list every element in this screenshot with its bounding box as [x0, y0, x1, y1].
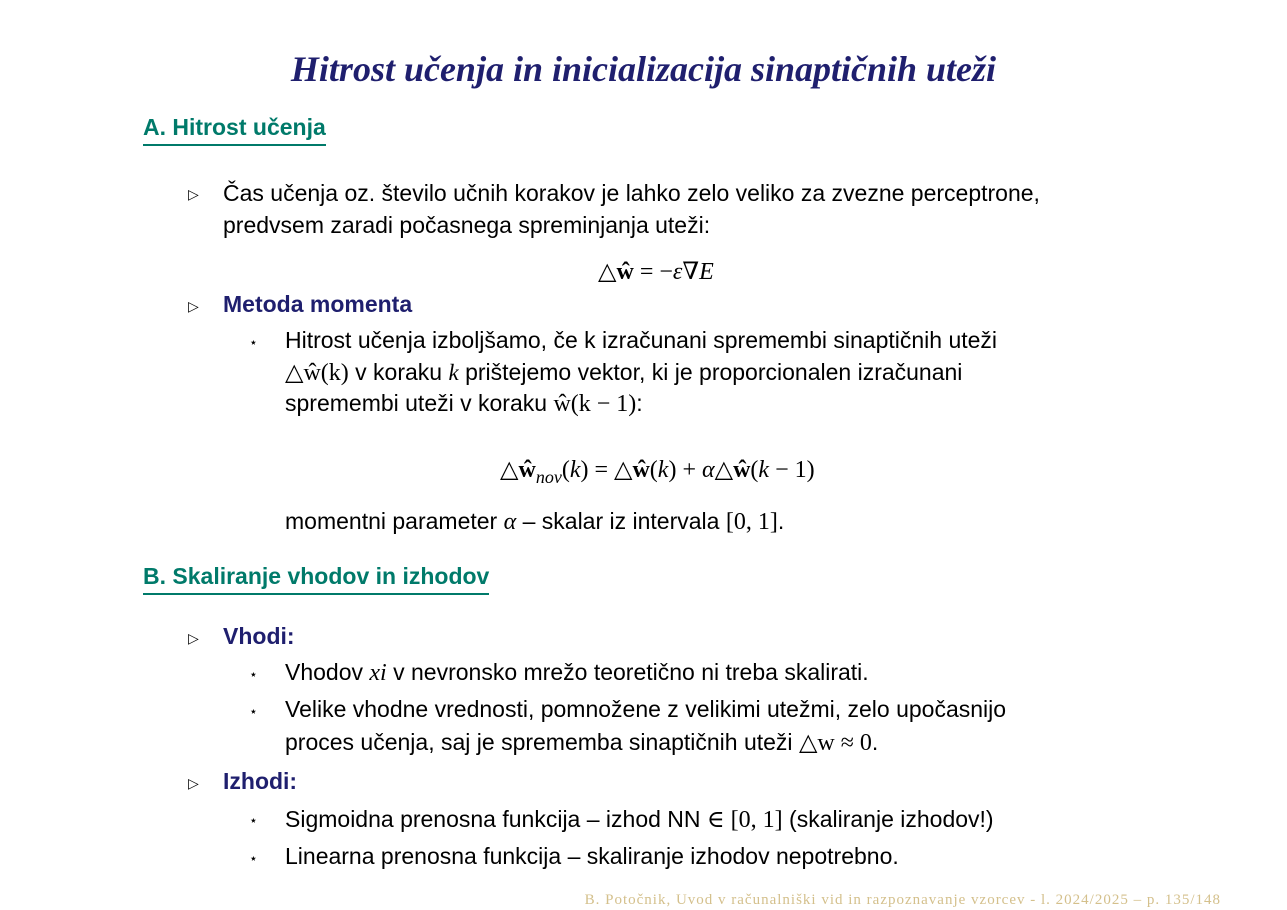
item-izhodi: Izhodi: [223, 768, 298, 794]
sub-velike-line2: proces učenja, saj je sprememba sinaptičnih uteži △w ≈ 0. [285, 729, 879, 756]
bullet-star-icon: ⋆ [249, 334, 258, 350]
bullet-triangle-icon: ▷ [188, 186, 199, 202]
sub-velike-line1: Velike vhodne vrednosti, pomnožene z velikimi utežmi, zelo upočasnijo [285, 696, 1007, 722]
sub-hitrost-line3: spremembi uteži v koraku ŵ(k − 1): [285, 390, 643, 417]
bullet-triangle-icon: ▷ [188, 775, 199, 791]
section-heading-a: A. Hitrost učenja [143, 114, 326, 146]
math-delta-w-approx-0: △w ≈ 0 [798, 730, 872, 756]
sub-vhodov-xi: Vhodov xi v nevronsko mrežo teoretično ni treba skalirati. [285, 659, 869, 686]
section-heading-b: B. Skaliranje vhodov in izhodov [143, 563, 489, 595]
sub-hitrost-line2: △ŵ(k) v koraku k prištejemo vektor, ki je proporcionalen izračunani [285, 359, 963, 386]
equation-momentum: $\triangle ŵ_{nov}(k)$ = △ŵ(k) + α△ŵ(k − 1) [500, 457, 815, 487]
bullet-triangle-icon: ▷ [188, 298, 199, 314]
bullet-star-icon: ⋆ [249, 850, 258, 866]
footer-citation: B. Potočnik, Uvod v računalniški vid in razpoznavanje vzorcev - l. 2024/2025 – p. 135/148 [584, 892, 1221, 908]
item-metoda-momenta: Metoda momenta [223, 291, 413, 317]
item-cas-ucenja-line2: predvsem zaradi počasnega spreminjanja uteži: [223, 212, 711, 238]
page-title: Hitrost učenja in inicializacija sinaptičnih uteži [290, 49, 997, 89]
bullet-star-icon: ⋆ [249, 666, 258, 682]
math-w-k-minus-1: ŵ(k − 1) [553, 391, 637, 417]
equation-delta-w: △ŵ = −ε∇E [598, 259, 714, 285]
math-delta-w-k: △ŵ(k) [285, 360, 349, 386]
bullet-triangle-icon: ▷ [188, 630, 199, 646]
bullet-star-icon: ⋆ [249, 703, 258, 719]
bullet-star-icon: ⋆ [249, 812, 258, 828]
sub-sigmoidna: Sigmoidna prenosna funkcija – izhod NN ∈ [0, 1] (skaliranje izhodov!) [285, 806, 994, 833]
item-cas-ucenja-line1: Čas učenja oz. število učnih korakov je lahko zelo veliko za zvezne perceptrone, [223, 180, 1040, 206]
item-vhodi: Vhodi: [223, 623, 295, 649]
momentum-parameter-text: momentni parameter α – skalar iz intervala [0, 1]. [285, 508, 785, 535]
sub-hitrost-line1: Hitrost učenja izboljšamo, če k izračunani spremembi sinaptičnih uteži [285, 327, 998, 353]
sub-linearna: Linearna prenosna funkcija – skaliranje izhodov nepotrebno. [285, 843, 899, 869]
